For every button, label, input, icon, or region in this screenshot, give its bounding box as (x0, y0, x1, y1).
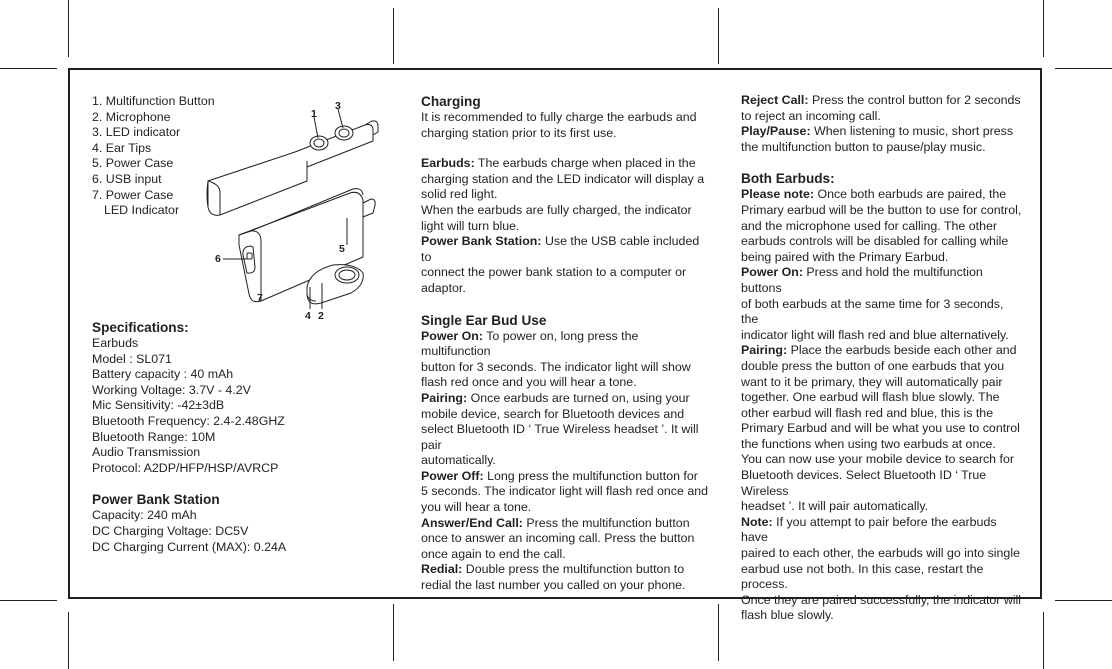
entry-line: double press the button of one earbuds that you (741, 358, 1005, 373)
play-pause (741, 124, 1023, 140)
entry-line: headset ’. It will pair automatically. (741, 499, 929, 514)
crop-mark (1055, 600, 1112, 601)
entry-text: Press and hold the multifunction buttons (741, 265, 983, 295)
charging-line: charging station and the LED indicator will display a (421, 171, 705, 186)
entry-text: To power on, long press the multifunction (421, 328, 639, 359)
crop-mark (718, 604, 719, 661)
both-note (741, 515, 1023, 546)
charging-line: When the earbuds are fully charged, the indicator (421, 202, 692, 217)
diagram-label-5: 5 (339, 243, 345, 255)
entry-line: Bluetooth devices. Select Bluetooth ID ‘ True Wireless (741, 468, 987, 498)
entry-line: Primary earbud will be the button to use for control, (741, 202, 1022, 217)
entry-text: Once earbuds are turned on, using your (470, 390, 690, 405)
both-please-note (741, 187, 1023, 203)
diagram-label-4: 4 (305, 310, 311, 322)
entry-label: Play/Pause: (741, 124, 811, 139)
charging-line: light will turn blue. (421, 218, 520, 233)
spec-line: Model : SL071 (92, 351, 172, 366)
single-power-off (421, 469, 711, 485)
entry-label: Pairing: (421, 390, 468, 405)
parts-list-item: 4. Ear Tips (92, 140, 152, 155)
diagram-label-3: 3 (335, 100, 341, 112)
entry-label: Answer/End Call: (421, 515, 523, 530)
charging-line: adaptor. (421, 280, 466, 295)
crop-mark (0, 68, 57, 69)
parts-list-item: 1. Multifunction Button (92, 94, 215, 108)
spec-line: Earbuds (92, 336, 139, 350)
parts-list-item: 5. Power Case (92, 156, 174, 171)
entry-label: Power On: (421, 328, 483, 343)
entry-text: If you attempt to pair before the earbuds have (741, 514, 997, 545)
parts-list-item-continuation: LED Indicator (104, 203, 180, 218)
parts-list-item: 6. USB input (92, 171, 162, 186)
entry-line: together. One earbud will flash blue slowly. The (741, 390, 1000, 405)
entry-text: Place the earbuds beside each other and (790, 343, 1017, 358)
spec-line: Mic Sensitivity: -42±3dB (92, 398, 225, 413)
spec-line: Audio Transmission (92, 445, 201, 460)
entry-label: Redial: (421, 562, 463, 577)
entry-line: flash red once and you will hear a tone. (421, 375, 637, 390)
entry-line: to reject an incoming call. (741, 108, 881, 123)
spec-line: Battery capacity : 40 mAh (92, 367, 234, 382)
entry-line: once again to end the call. (421, 546, 566, 561)
entry-line: Primary Earbud and will be what you use to control (741, 421, 1020, 436)
station-text: Use the USB cable included to (421, 234, 700, 264)
specifications-heading: Specifications: (92, 320, 189, 335)
entry-text: When listening to music, short press (814, 124, 1014, 139)
crop-mark (393, 8, 394, 64)
spec-line: Bluetooth Frequency: 2.4-2.48GHZ (92, 413, 285, 428)
entry-line: earbuds controls will be disabled for calling while (741, 234, 1009, 249)
reject-call (741, 93, 1023, 109)
entry-text: Long press the multifunction button for (487, 468, 698, 483)
single-redial (421, 562, 711, 578)
entry-line: you will hear a tone. (421, 500, 532, 515)
entry-label: Note: (741, 514, 773, 529)
both-power-on (741, 265, 1023, 296)
single-ear-bud-heading: Single Ear Bud Use (421, 312, 547, 328)
single-power-on (421, 329, 711, 360)
entry-label: Power On: (741, 265, 803, 280)
entry-line: the functions when using two earbuds at once. (741, 436, 996, 451)
entry-line: the multifunction button to pause/play music. (741, 139, 986, 154)
entry-text: Press the multifunction button (526, 515, 690, 530)
power-bank-line: DC Charging Voltage: DC5V (92, 523, 249, 538)
crop-mark (0, 600, 57, 601)
entry-line: mobile device, search for Bluetooth devices and (421, 406, 685, 421)
spec-line: Bluetooth Range: 10M (92, 429, 216, 444)
entry-line: button for 3 seconds. The indicator light will show (421, 359, 691, 374)
diagram-label-2: 2 (318, 310, 324, 322)
diagram-label-6: 6 (215, 253, 221, 265)
entry-label: Pairing: (741, 343, 788, 358)
entry-line: Once they are paired successfully, the indicator will (741, 592, 1022, 607)
crop-mark (393, 604, 394, 661)
entry-line: select Bluetooth ID ‘ True Wireless headset ’. It will pair (421, 422, 699, 452)
power-bank-line: Capacity: 240 mAh (92, 508, 197, 523)
entry-text: Double press the multifunction button to (465, 562, 685, 577)
single-pairing (421, 391, 711, 407)
entry-label: Please note: (741, 187, 814, 202)
call-controls-and-both-earbuds-column (741, 93, 1023, 624)
diagram-label-1: 1 (311, 108, 317, 120)
entry-line: indicator light will flash red and blue alternatively. (741, 327, 1009, 342)
charging-heading: Charging (421, 94, 481, 109)
entry-line: being paired with the Primary Earbud. (741, 249, 949, 264)
earbuds-text: The earbuds charge when placed in the (477, 156, 696, 171)
crop-mark (1043, 612, 1044, 669)
entry-line: paired to each other, the earbuds will go into single (741, 546, 1020, 561)
entry-line: 5 seconds. The indicator light will flash red once and (421, 484, 708, 499)
crop-mark (1043, 0, 1044, 57)
charging-intro-line: It is recommended to fully charge the earbuds and (421, 110, 697, 124)
parts-list-item: 7. Power Case (92, 187, 174, 202)
spec-line: Working Voltage: 3.7V - 4.2V (92, 382, 251, 397)
entry-line: and the microphone used for calling. The other (741, 218, 998, 233)
entry-text: Once both earbuds are paired, the (817, 187, 1007, 202)
entry-line: want to it be primary, they will automatically pair (741, 374, 1003, 389)
charging-earbuds-paragraph (421, 156, 711, 172)
diagram-label-7: 7 (257, 292, 263, 304)
entry-line: redial the last number you called on your phone. (421, 578, 686, 593)
entry-label: Reject Call: (741, 93, 809, 107)
entry-line: once to answer an incoming call. Press the button (421, 531, 695, 546)
both-pairing (741, 343, 1023, 359)
crop-mark (718, 8, 719, 64)
crop-mark (68, 612, 69, 669)
charging-line: solid red light. (421, 187, 498, 202)
parts-list-item: 2. Microphone (92, 109, 171, 124)
specifications-section (92, 319, 302, 555)
single-answer-end-call (421, 516, 711, 532)
entry-text: Press the control button for 2 seconds (811, 93, 1021, 107)
entry-label: Power Off: (421, 468, 484, 483)
parts-list-item: 3. LED indicator (92, 125, 181, 140)
charging-and-single-use-column (421, 93, 711, 594)
entry-line: flash blue slowly. (741, 608, 834, 623)
product-diagram (195, 95, 390, 325)
entry-line: earbud use not both. In this case, restart the process. (741, 561, 984, 592)
entry-line: You can now use your mobile device to search for (741, 452, 1014, 467)
power-bank-heading: Power Bank Station (92, 492, 220, 508)
crop-mark (1055, 68, 1112, 69)
charging-station-paragraph (421, 234, 711, 265)
station-label: Power Bank Station: (421, 234, 542, 249)
entry-line: automatically. (421, 453, 496, 468)
charging-line: connect the power bank station to a computer or (421, 265, 687, 280)
spec-line: Protocol: A2DP/HFP/HSP/AVRCP (92, 460, 279, 475)
crop-mark (68, 0, 69, 57)
earbuds-label: Earbuds: (421, 156, 475, 171)
both-earbuds-heading: Both Earbuds: (741, 171, 835, 187)
entry-line: other earbud will flash red and blue, this is the (741, 405, 994, 420)
power-bank-line: DC Charging Current (MAX): 0.24A (92, 539, 287, 554)
entry-line: of both earbuds at the same time for 3 seconds, the (741, 296, 1004, 327)
charging-intro-line: charging station prior to its first use. (421, 125, 617, 140)
